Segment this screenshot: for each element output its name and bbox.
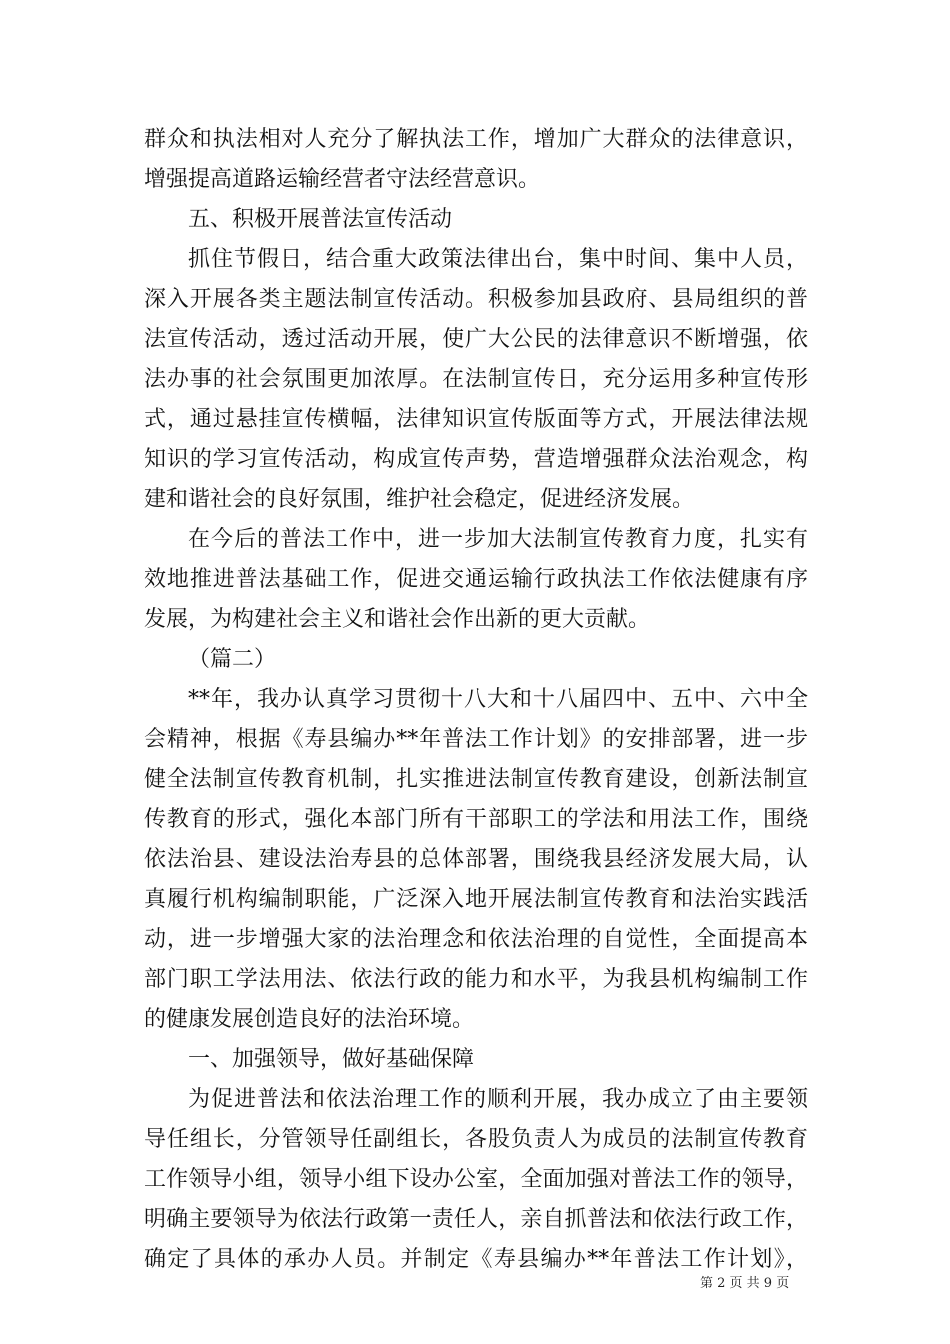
paragraph-line: 深入开展各类主题法制宣传活动。积极参加县政府、县局组织的普 xyxy=(144,287,808,312)
paragraph-line: 在今后的普法工作中，进一步加大法制宣传教育力度，扎实有 xyxy=(188,527,808,552)
paragraph-line: 确定了具体的承办人员。并制定《寿县编办**年普法工作计划》， xyxy=(144,1247,808,1272)
paragraph-line: 法办事的社会氛围更加浓厚。在法制宣传日，充分运用多种宣传形 xyxy=(144,367,808,392)
paragraph-line: 传教育的形式，强化本部门所有干部职工的学法和用法工作，围绕 xyxy=(144,807,808,832)
paragraph-line: 依法治县、建设法治寿县的总体部署，围绕我县经济发展大局，认 xyxy=(144,847,808,872)
paragraph-line: 明确主要领导为依法行政第一责任人，亲自抓普法和依法行政工作， xyxy=(144,1207,808,1232)
paragraph-line: 动，进一步增强大家的法治理念和依法治理的自觉性，全面提高本 xyxy=(144,927,808,952)
paragraph-line: 为促进普法和依法治理工作的顺利开展，我办成立了由主要领 xyxy=(188,1087,808,1112)
paragraph-line: 建和谐社会的良好氛围，维护社会稳定，促进经济发展。 xyxy=(144,487,695,512)
page-number: 第 2 页 共 9 页 xyxy=(700,1276,790,1291)
paragraph-line: 工作领导小组，领导小组下设办公室，全面加强对普法工作的领导， xyxy=(144,1167,808,1192)
paragraph-line: 知识的学习宣传活动，构成宣传声势，营造增强群众法治观念，构 xyxy=(144,447,808,472)
paragraph-line: 法宣传活动，透过活动开展，使广大公民的法律意识不断增强，依 xyxy=(144,327,808,352)
paragraph-line: 部门职工学法用法、依法行政的能力和水平，为我县机构编制工作 xyxy=(144,967,808,992)
paragraph-line: 效地推进普法基础工作，促进交通运输行政执法工作依法健康有序 xyxy=(144,567,808,592)
paragraph-line: 会精神，根据《寿县编办**年普法工作计划》的安排部署，进一步 xyxy=(144,727,808,752)
paragraph-line: 真履行机构编制职能，广泛深入地开展法制宣传教育和法治实践活 xyxy=(144,887,808,912)
paragraph-line: 抓住节假日，结合重大政策法律出台，集中时间、集中人员， xyxy=(188,247,808,272)
paragraph-line: 导任组长，分管领导任副组长，各股负责人为成员的法制宣传教育 xyxy=(144,1127,808,1152)
paragraph-line: 的健康发展创造良好的法治环境。 xyxy=(144,1007,475,1032)
section-heading: 五、积极开展普法宣传活动 xyxy=(188,207,453,232)
paragraph-line: **年，我办认真学习贯彻十八大和十八届四中、五中、六中全 xyxy=(188,687,808,712)
section-heading: （篇二） xyxy=(188,647,277,672)
paragraph-line: 群众和执法相对人充分了解执法工作，增加广大群众的法律意识， xyxy=(144,127,808,152)
section-heading: 一、加强领导，做好基础保障 xyxy=(188,1047,475,1072)
paragraph-line: 健全法制宣传教育机制，扎实推进法制宣传教育建设，创新法制宣 xyxy=(144,767,808,792)
document-body xyxy=(144,120,808,1280)
paragraph-line: 增强提高道路运输经营者守法经营意识。 xyxy=(144,167,541,192)
paragraph-line: 式，通过悬挂宣传横幅，法律知识宣传版面等方式，开展法律法规 xyxy=(144,407,808,432)
paragraph-line: 发展，为构建社会主义和谐社会作出新的更大贡献。 xyxy=(144,607,651,632)
